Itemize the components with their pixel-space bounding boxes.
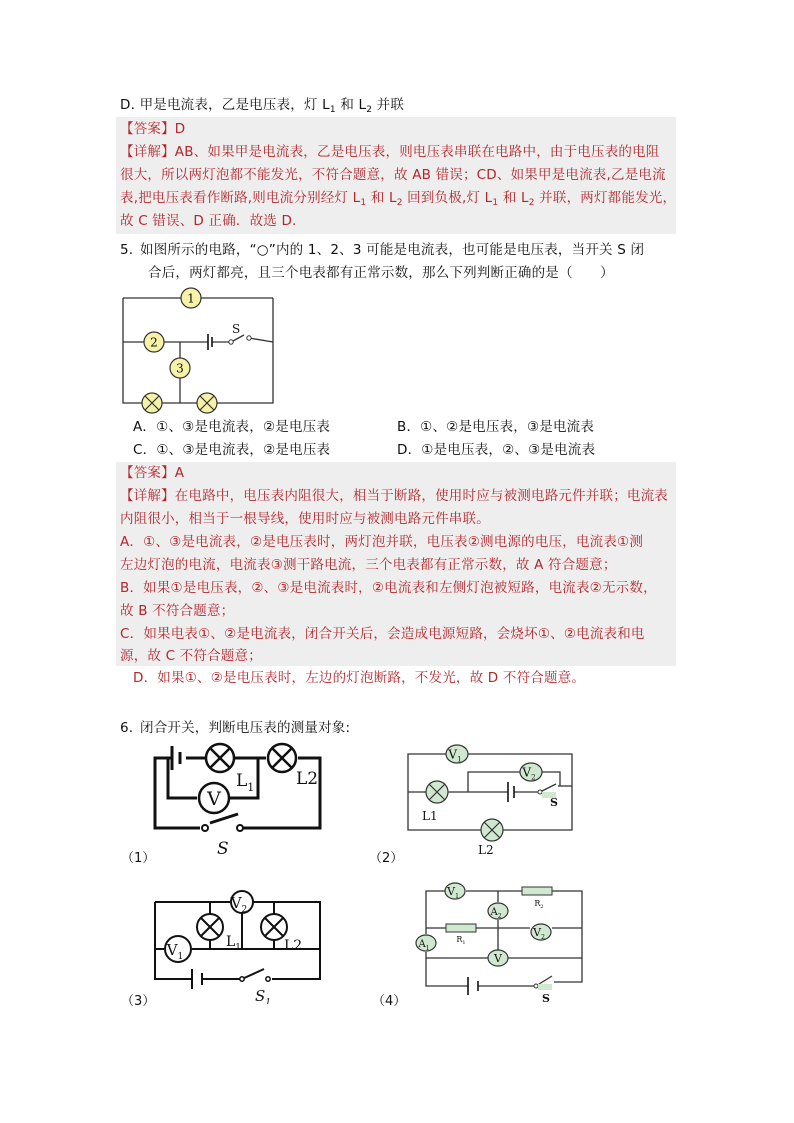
q5-detail-line-2: 内阻很小，相当于一根导线，使用时应与被测电路元件串联。 xyxy=(120,511,490,527)
q6-fig2-switch-label: S xyxy=(550,796,558,809)
q5-detail-line-1: 【详解】在电路中，电压表内阻很大，相当于断路，使用时应与被测电路元件并联；电流表 xyxy=(120,488,668,504)
q5-option-a[interactable]: A．①、③是电流表，②是电压表 xyxy=(133,419,331,435)
q5-detail-line-6: 故 B 不符合题意； xyxy=(120,603,235,619)
q6-fig3-lamp-2 xyxy=(261,914,287,940)
q5-detail-line-3: A．①、③是电流表，②是电压表时，两灯泡并联，电压表②测电源的电压，电流表①测 xyxy=(120,534,644,550)
q6-fig4-a1 xyxy=(416,935,436,952)
q5-option-b[interactable]: B．①、②是电压表，③是电流表 xyxy=(397,419,595,435)
q5-lamp-left xyxy=(142,393,162,413)
q5-option-d[interactable]: D．①是电压表，②、③是电流表 xyxy=(397,442,596,458)
q6-fig1-voltmeter xyxy=(199,783,229,813)
q5-detail-line-5: B．如果①是电压表，②、③是电流表时，②电流表和左侧灯泡被短路，电流表②无示数， xyxy=(120,580,657,596)
q6-fig4-switch-label: S xyxy=(542,992,550,1005)
q6-fig4-caption: （4） xyxy=(372,994,407,1009)
q5-lamp-right xyxy=(197,393,217,413)
q6-stem: 6. 闭合开关，判断电压表的测量对象: xyxy=(120,720,351,736)
q6-fig1-lamp2-label: L2 xyxy=(296,769,319,789)
svg-text:V1: $V_1$ xyxy=(166,941,184,962)
q5-switch-label: S xyxy=(232,322,241,336)
q4-option-d: D. 甲是电流表，乙是电压表，灯 $L_1$ 和 $L_2$ 并联 xyxy=(120,97,405,115)
q6-figure-3 xyxy=(150,884,330,1004)
svg-text:A1: $A_1$ xyxy=(418,939,430,952)
q4-detail-line-2: 很大，所以两灯泡都不能发光，不符合题意，故 AB 错误；CD、如果甲是电流表,乙是电流 xyxy=(120,167,666,183)
q5-answer: 【答案】A xyxy=(120,465,185,481)
q5-stem-line-2: 合后，两灯都亮，且三个电表都有正常示数，那么下列判断正确的是（ ） xyxy=(148,265,614,281)
svg-text:V1: $V_1$ xyxy=(448,747,462,764)
svg-text:3: 3 xyxy=(176,361,184,376)
q6-fig4-r2-label: $R_2$ xyxy=(534,899,544,910)
q5-detail-line-8: 源，故 C 不符合题意； xyxy=(120,648,262,664)
q6-fig4-r1-label: $R_1$ xyxy=(456,935,466,946)
q6-fig3-lamp2-label: L2 xyxy=(284,938,303,954)
q6-figure-2 xyxy=(400,742,580,860)
q6-fig2-lamp-2 xyxy=(481,819,503,841)
q6-fig2-v1 xyxy=(446,745,468,764)
svg-text:V2: $V_2$ xyxy=(533,926,545,941)
q6-number: 6. xyxy=(120,720,134,736)
q6-fig2-lamp-1 xyxy=(426,781,448,803)
q6-fig2-lamp2-label: L2 xyxy=(478,843,494,857)
q6-fig3-switch-label: $S_1$ xyxy=(255,987,272,1004)
svg-text:V: V xyxy=(207,788,221,810)
q6-fig4-v1 xyxy=(445,883,465,900)
q6-fig4-a2 xyxy=(488,903,508,920)
q6-fig4-v2 xyxy=(531,924,551,941)
q6-fig3-lamp-1 xyxy=(197,914,223,940)
q5-meter-2 xyxy=(144,332,164,352)
q6-fig1-caption: （1） xyxy=(121,851,156,866)
q5-detail-line-4: 左边灯泡的电流，电流表③测干路电流，三个电表都有正常示数，故 A 符合题意； xyxy=(120,557,617,573)
q6-fig1-switch-label: S xyxy=(217,839,229,859)
q6-fig3-caption: （3） xyxy=(121,994,156,1009)
svg-text:V2: $V_2$ xyxy=(522,765,536,782)
q6-fig1-lamp-1 xyxy=(206,744,234,772)
svg-text:1: 1 xyxy=(187,291,195,306)
q5-circuit-diagram xyxy=(118,286,278,416)
q5-detail-line-9: D．如果①、②是电压表时，左边的灯泡断路，不发光，故 D 不符合题意。 xyxy=(133,670,586,686)
q6-fig3-lamp1-label: $L_1$ xyxy=(226,934,242,953)
q6-fig3-v1 xyxy=(165,936,191,962)
q6-fig1-lamp1-label: $L_1$ xyxy=(236,771,255,794)
svg-text:2: 2 xyxy=(150,335,158,350)
q5-number: 5. xyxy=(120,242,134,258)
q6-fig2-lamp1-label: L1 xyxy=(422,809,438,823)
q5-stem-line-1: 5. 如图所示的电路，“○”内的 1、2、3 可能是电流表，也可能是电压表，当开关 S 闭 xyxy=(120,242,645,258)
q5-option-c[interactable]: C．①、③是电流表，②是电压表 xyxy=(133,442,331,458)
svg-text:V: V xyxy=(494,952,502,965)
q4-detail-line-3: 表,把电压表看作断路,则电流分别经灯 $L_1$ 和 $L_2$ 回到负极,灯 $L_1$ 和 $L_2$ 并联，两灯都能发光， xyxy=(120,190,677,208)
svg-text:V2: $V_2$ xyxy=(230,894,248,915)
q6-fig2-caption: （2） xyxy=(369,851,404,866)
svg-text:A2: $A_2$ xyxy=(490,907,502,920)
q6-fig2-v2 xyxy=(520,763,542,782)
q6-figure-4 xyxy=(410,878,590,1008)
q6-fig4-v xyxy=(488,950,508,966)
q4-detail-line-1: 【详解】AB、如果甲是电流表，乙是电压表，则电压表串联在电路中，由于电压表的电阻 xyxy=(120,144,660,160)
q6-fig3-v2 xyxy=(230,891,253,915)
q5-meter-1 xyxy=(181,288,201,308)
q6-figure-1 xyxy=(150,742,330,860)
svg-text:V1: $V_1$ xyxy=(447,885,459,900)
q4-answer: 【答案】D xyxy=(120,121,186,137)
q5-meter-3 xyxy=(170,358,190,378)
q6-fig1-lamp-2 xyxy=(268,744,296,772)
q4-detail-line-4: 故 C 错误、D 正确．故选 D． xyxy=(120,213,306,229)
q5-detail-line-7: C．如果电表①、②是电流表，闭合开关后，会造成电源短路，会烧坏①、②电流表和电 xyxy=(120,626,645,642)
